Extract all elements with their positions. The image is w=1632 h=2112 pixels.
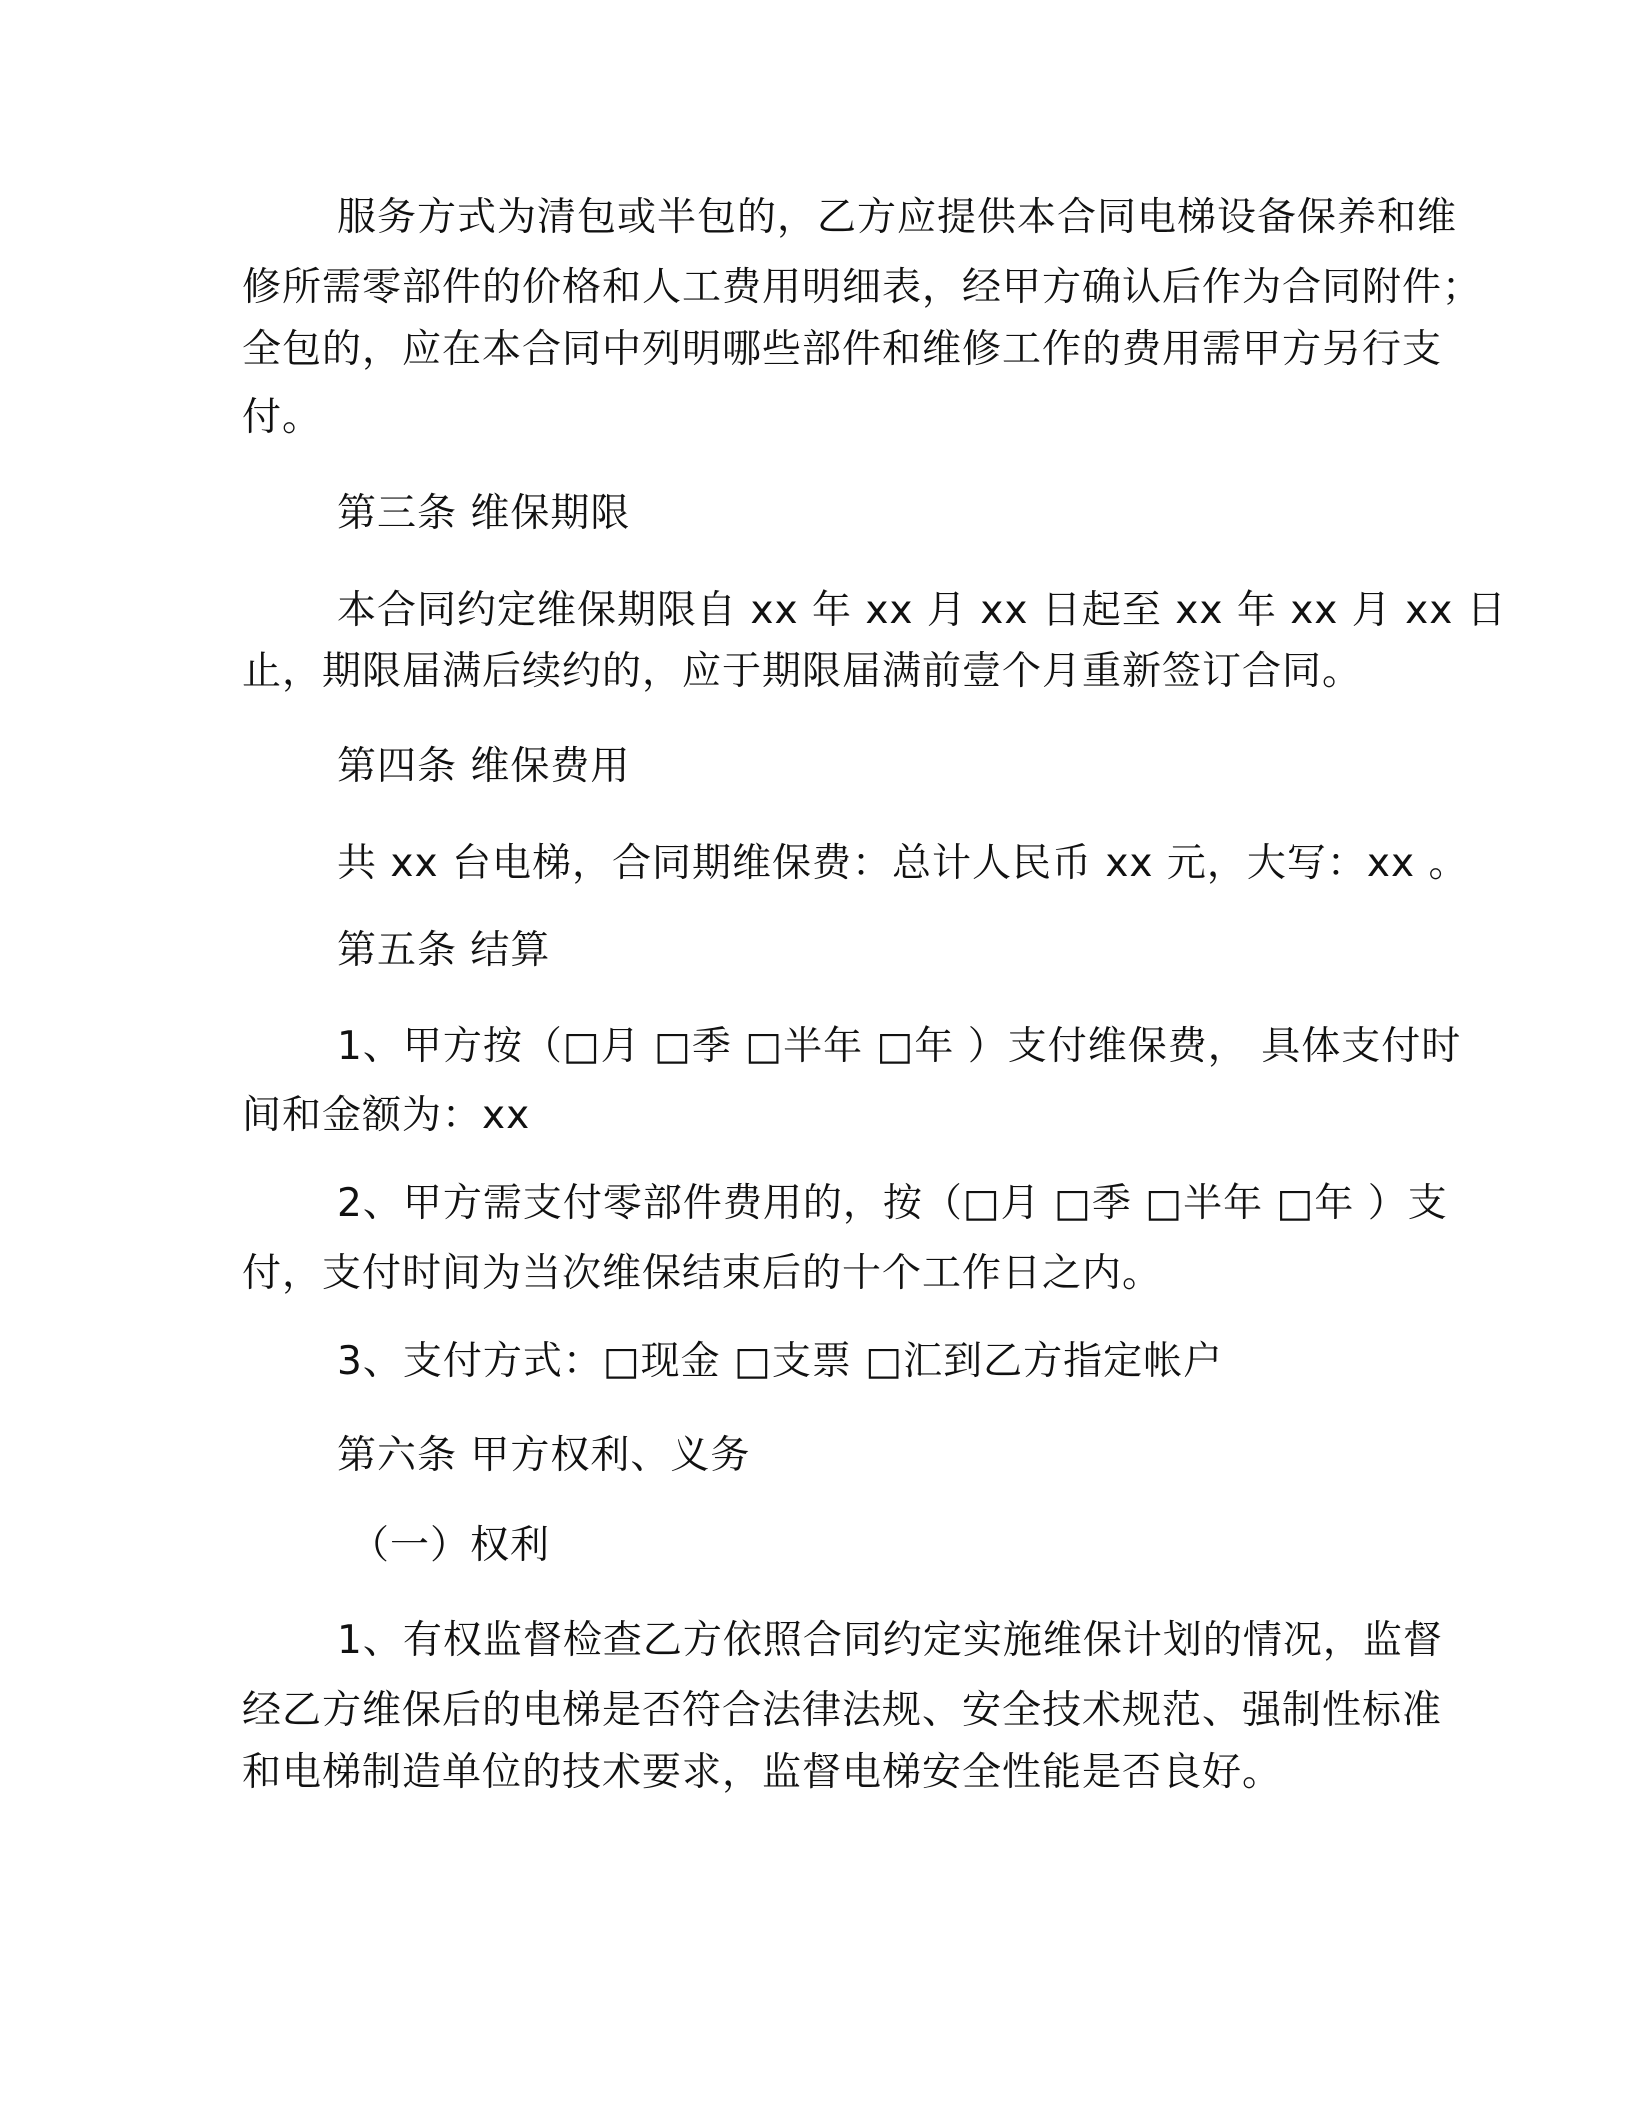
paragraph-rights-1-line-3: 和电梯制造单位的技术要求，监督电梯安全性能是否良好。 [242, 1750, 1283, 1795]
article-3-title: 第三条 维保期限 [337, 491, 631, 536]
paragraph-settlement-1-line-1: 1、甲方按（□月 □季 □半年 □年 ）支付维保费， 具体支付时 [337, 1024, 1462, 1069]
article-4-title: 第四条 维保费用 [337, 744, 631, 789]
paragraph-service-line-3: 全包的，应在本合同中列明哪些部件和维修工作的费用需甲方另行支 [242, 327, 1443, 372]
paragraph-term-line-1: 本合同约定维保期限自 xx 年 xx 月 xx 日起至 xx 年 xx 月 xx 日 [337, 588, 1507, 633]
paragraph-term-line-2: 止，期限届满后续约的，应于期限届满前壹个月重新签订合同。 [242, 649, 1363, 694]
paragraph-service-line-1: 服务方式为清包或半包的，乙方应提供本合同电梯设备保养和维 [337, 195, 1458, 240]
paragraph-rights-1-line-1: 1、有权监督检查乙方依照合同约定实施维保计划的情况，监督 [337, 1618, 1443, 1663]
paragraph-settlement-2-line-1: 2、甲方需支付零部件费用的，按（□月 □季 □半年 □年 ）支 [337, 1181, 1448, 1226]
article-5-title: 第五条 结算 [337, 928, 551, 973]
article-6-title: 第六条 甲方权利、义务 [337, 1433, 751, 1478]
paragraph-settlement-1-line-2: 间和金额为：xx [242, 1093, 531, 1138]
paragraph-payment-method: 3、支付方式：□现金 □支票 □汇到乙方指定帐户 [337, 1339, 1224, 1384]
paragraph-fee: 共 xx 台电梯，合同期维保费：总计人民币 xx 元，大写：xx 。 [337, 841, 1469, 886]
paragraph-settlement-2-line-2: 付，支付时间为当次维保结束后的十个工作日之内。 [242, 1251, 1163, 1296]
section-rights-title: （一）权利 [350, 1523, 551, 1568]
paragraph-rights-1-line-2: 经乙方维保后的电梯是否符合法律法规、安全技术规范、强制性标准 [242, 1688, 1443, 1733]
paragraph-service-line-4: 付。 [242, 395, 323, 440]
paragraph-service-line-2: 修所需零部件的价格和人工费用明细表，经甲方确认后作为合同附件； [242, 265, 1483, 310]
